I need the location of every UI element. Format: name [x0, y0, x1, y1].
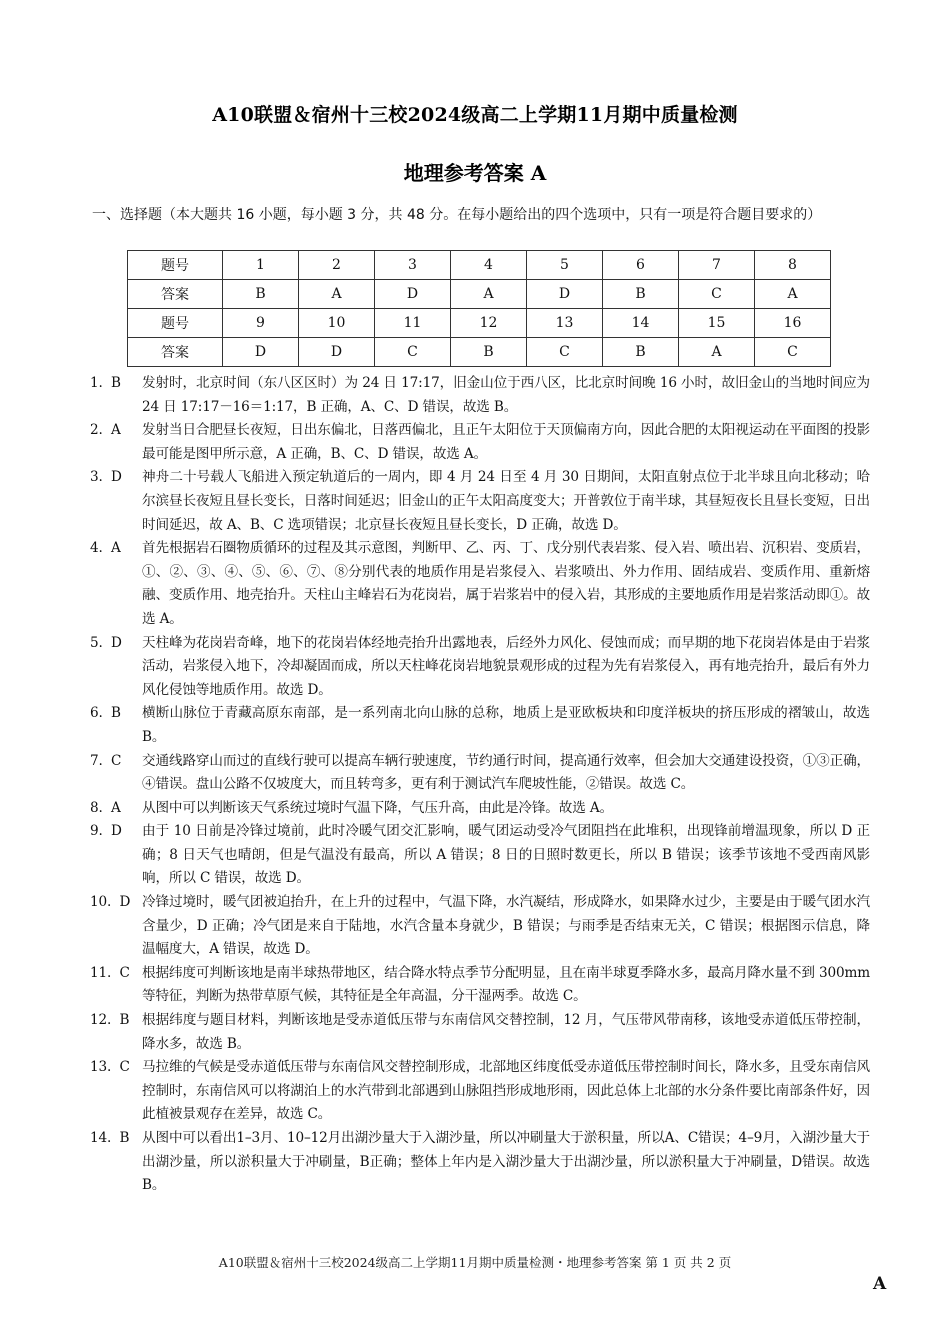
question-number-answer: 11. C	[90, 964, 130, 981]
question-number-answer: 10. D	[90, 894, 131, 911]
table-cell: 13	[527, 309, 603, 338]
version-mark: A	[873, 1274, 887, 1294]
question-number-answer: 2. A	[90, 422, 121, 439]
explanation-item	[90, 797, 870, 821]
explanation-item	[90, 702, 870, 749]
question-number-answer: 8. A	[90, 799, 121, 816]
explanation-text: 交通线路穿山而过的直线行驶可以提高车辆行驶速度，节约通行时间，提高通行效率，但会加大交通建设投资，①③正确，④错误。盘山公路不仅坡度大，而且转弯多，更有利于测试汽车爬坡性能，②错误。故选 C。	[142, 752, 870, 793]
explanation-item	[90, 891, 870, 962]
table-cell: 10	[299, 309, 375, 338]
table-cell: B	[451, 338, 527, 367]
question-number-answer: 3. D	[90, 469, 122, 486]
table-cell: D	[527, 280, 603, 309]
explanation-text: 神舟二十号载人飞船进入预定轨道后的一周内，即 4 月 24 日至 4 月 30 日期间，太阳直射点位于北半球且向北移动；哈尔滨昼长夜短且昼长变长，日落时间延迟；旧金山的正午太阳高度变大；开普敦位于南半球，其昼短夜长且昼长变短，日出时间延迟，故 A、B、C 选项错误；北京昼长夜短且昼长变长，D 正确，故选 D。	[142, 469, 870, 533]
table-cell: 1	[223, 251, 299, 280]
explanation-item	[90, 537, 870, 631]
table-row	[128, 309, 831, 338]
table-cell: 11	[375, 309, 451, 338]
table-cell: D	[223, 338, 299, 367]
table-cell: 4	[451, 251, 527, 280]
explanation-item	[90, 962, 870, 1009]
explanation-item	[90, 632, 870, 703]
explanation-item	[90, 1127, 870, 1198]
table-cell: C	[527, 338, 603, 367]
explanation-item	[90, 1009, 870, 1056]
table-row	[128, 280, 831, 309]
table-cell: 2	[299, 251, 375, 280]
table-cell: 14	[603, 309, 679, 338]
section-heading: 一、选择题（本大题共 16 小题，每小题 3 分，共 48 分。在每小题给出的四个选项中，只有一项是符合题目要求的）	[92, 207, 822, 223]
explanation-item	[90, 372, 870, 419]
explanation-item	[90, 750, 870, 797]
table-row	[128, 251, 831, 280]
table-cell: 16	[755, 309, 831, 338]
explanation-item	[90, 1056, 870, 1127]
table-row	[128, 338, 831, 367]
explanation-text: 由于 10 日前是冷锋过境前，此时冷暖气团交汇影响，暖气团运动受冷气团阻挡在此堆积，出现锋前增温现象，所以 D 正确；8 日天气也晴朗，但是气温没有最高，所以 A 错误；8 日的日照时数更长，所以 B 错误；该季节该地不受西南风影响，所以 C 错误，故选 D。	[142, 823, 870, 887]
question-number-answer: 1. B	[90, 375, 121, 391]
explanation-text: 根据纬度可判断该地是南半球热带地区，结合降水特点季节分配明显，且在南半球夏季降水多，最高月降水量不到 300mm 等特征，判断为热带草原气候，其特征是全年高温，分干湿两季。故选 C。	[142, 964, 870, 1005]
explanation-text: 冷锋过境时，暖气团被迫抬升，在上升的过程中，气温下降，水汽凝结，形成降水，如果降水过少，主要是由于暖气团水汽含量少，D 正确；冷气团是来自于陆地，水汽含量本身就少，B 错误；与雨季是否结束无关，C 错误；根据图示信息，降温幅度大，A 错误，故选 D。	[142, 894, 870, 958]
question-number-answer: 5. D	[90, 634, 122, 651]
question-number-answer: 7. C	[90, 752, 122, 769]
table-cell: C	[375, 338, 451, 367]
explanation-text: 根据纬度与题目材料，判断该地是受赤道低压带与东南信风交替控制，12 月，气压带风带南移，该地受赤道低压带控制，降水多，故选 B。	[142, 1012, 870, 1052]
table-cell: A	[755, 280, 831, 309]
explanation-item	[90, 466, 870, 537]
question-number-answer: 14. B	[90, 1130, 130, 1146]
explanation-list	[90, 372, 870, 1198]
table-cell: C	[755, 338, 831, 367]
table-cell: D	[299, 338, 375, 367]
question-number-answer: 13. C	[90, 1059, 130, 1076]
table-cell: B	[223, 280, 299, 309]
question-number-answer: 6. B	[90, 705, 121, 722]
explanation-text: 马拉维的气候是受赤道低压带与东南信风交替控制形成，北部地区纬度低受赤道低压带控制时间长，降水多，且受东南信风控制时，东南信风可以将湖泊上的水汽带到北部遇到山脉阻挡形成地形雨，因此总体上北部的水分条件要比南部条件好，因此植被景观存在差异，故选 C。	[142, 1059, 870, 1123]
table-cell: 12	[451, 309, 527, 338]
table-cell: 7	[679, 251, 755, 280]
question-number-answer: 9. D	[90, 823, 122, 840]
explanation-text: 发射当日合肥昼长夜短，日出东偏北，日落西偏北，且正午太阳位于天顶偏南方向，因此合肥的太阳视运动在平面图的投影最可能是图甲所示意，A 正确，B、C、D 错误，故选 A。	[142, 422, 870, 462]
table-cell: 9	[223, 309, 299, 338]
explanation-text: 发射时，北京时间（东八区区时）为 24 日 17:17，旧金山位于西八区，比北京时间晚 16 小时，故旧金山的当地时间应为 24 日 17:17－16＝1:17，B 正确，A、C、D 错误，故选 B。	[142, 375, 870, 415]
explanation-text: 首先根据岩石圈物质循环的过程及其示意图，判断甲、乙、丙、丁、戊分别代表岩浆、侵入岩、喷出岩、沉积岩、变质岩，①、②、③、④、⑤、⑥、⑦、⑧分别代表的地质作用是岩浆侵入、岩浆喷出、外力作用、固结成岩、变质作用、重新熔融、变质作用、地壳抬升。天柱山主峰岩石为花岗岩，属于岩浆岩中的侵入岩，其形成的主要地质作用是岩浆活动即①。故选 A。	[142, 540, 870, 627]
table-cell: D	[375, 280, 451, 309]
explanation-text: 从图中可以判断该天气系统过境时气温下降，气压升高，由此是冷锋。故选 A。	[142, 799, 613, 816]
table-cell: 5	[527, 251, 603, 280]
table-cell: A	[451, 280, 527, 309]
question-number-answer: 12. B	[90, 1012, 130, 1029]
table-cell: A	[679, 338, 755, 367]
table-cell: C	[679, 280, 755, 309]
table-row-header: 答案	[128, 280, 223, 309]
table-cell: 3	[375, 251, 451, 280]
document-subtitle: 地理参考答案 A	[403, 161, 547, 185]
explanation-text: 天柱峰为花岗岩奇峰，地下的花岗岩体经地壳抬升出露地表，后经外力风化、侵蚀而成；而早期的地下花岗岩体是由于岩浆活动，岩浆侵入地下，冷却凝固而成，所以天柱峰花岗岩地貌景观形成的过程为先有岩浆侵入，再有地壳抬升，最后有外力风化侵蚀等地质作用。故选 D。	[142, 634, 870, 698]
table-cell: 8	[755, 251, 831, 280]
explanation-item	[90, 419, 870, 466]
table-cell: B	[603, 338, 679, 367]
page-footer: A10联盟＆宿州十三校2024级高二上学期11月期中质量检测・地理参考答案 第 1 页 共 2 页	[218, 1255, 732, 1270]
table-cell: 6	[603, 251, 679, 280]
table-cell: A	[299, 280, 375, 309]
question-number-answer: 4. A	[90, 540, 121, 557]
document-title: A10联盟＆宿州十三校2024级高二上学期11月期中质量检测	[212, 104, 738, 126]
explanation-text: 横断山脉位于青藏高原东南部，是一系列南北向山脉的总称，地质上是亚欧板块和印度洋板块的挤压形成的褶皱山，故选 B。	[142, 705, 870, 745]
table-row-header: 题号	[128, 309, 223, 338]
table-cell: 15	[679, 309, 755, 338]
answer-table	[127, 250, 831, 367]
table-cell: B	[603, 280, 679, 309]
explanation-text: 从图中可以看出1–3月、10–12月出湖沙量大于入湖沙量，所以冲刷量大于淤积量，所以A、C错误；4–9月，入湖沙量大于出湖沙量，所以淤积量大于冲刷量，B正确；整体上年内是入湖沙量大于出湖沙量，所以淤积量大于冲刷量，D错误。故选B。	[142, 1130, 870, 1194]
table-row-header: 题号	[128, 251, 223, 280]
table-row-header: 答案	[128, 338, 223, 367]
explanation-item	[90, 820, 870, 891]
